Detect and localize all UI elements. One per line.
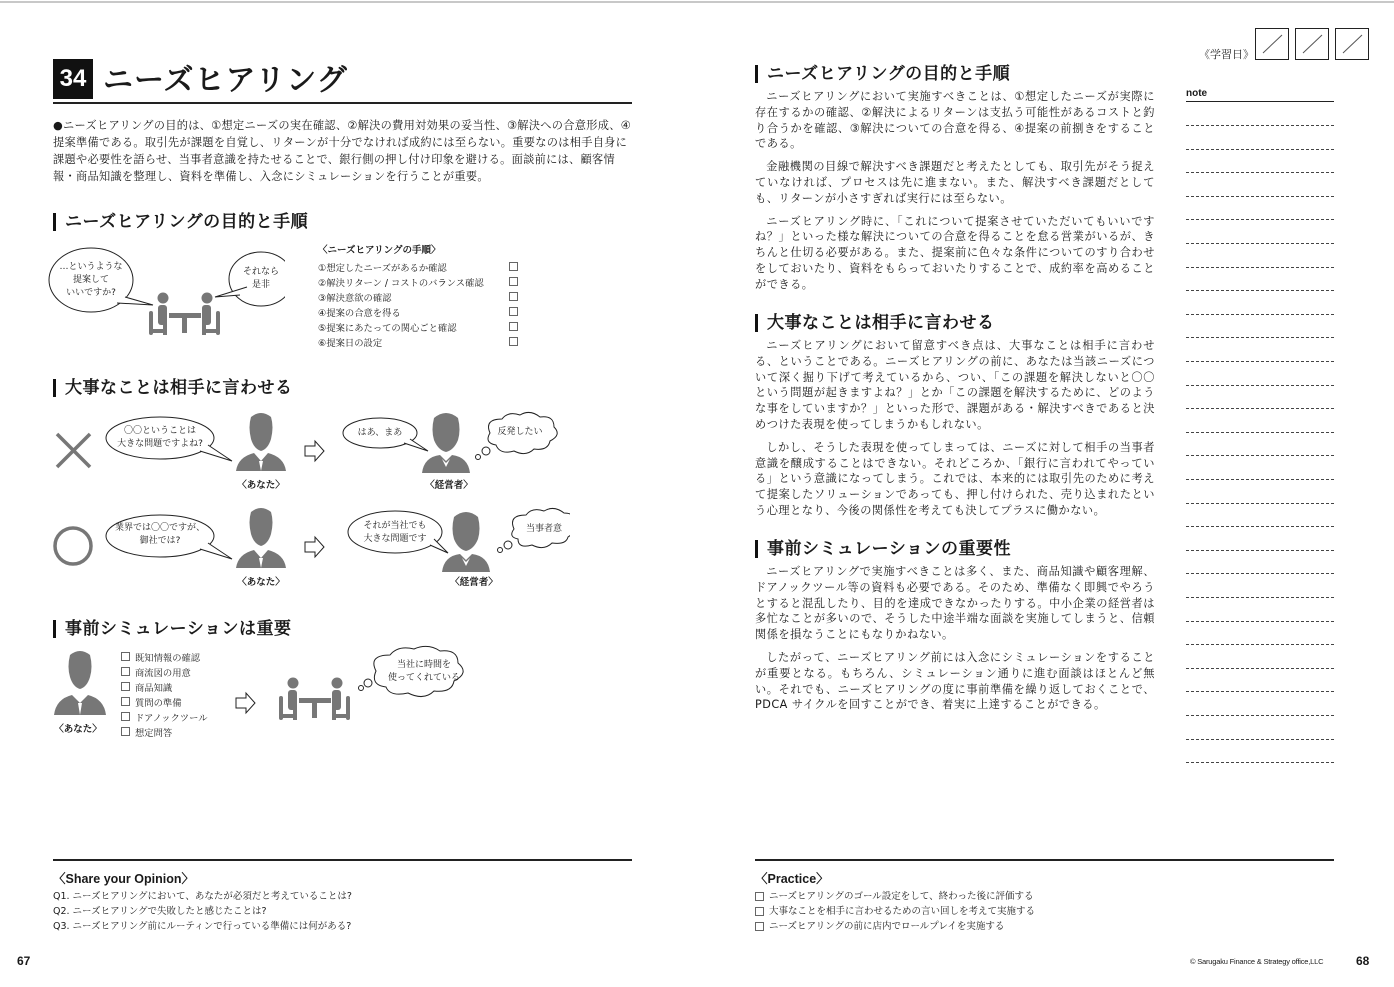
note-line bbox=[1186, 267, 1334, 268]
steps-title: 〈ニーズヒアリングの手順〉 bbox=[318, 245, 441, 256]
question-list bbox=[53, 889, 352, 934]
paragraph: しかし、そうした表現を使ってしまっては、ニーズに対して相手の当事者意識を醸成することはできない。それどころか、「銀行に言われてやっている」という意識になってしまう。これでは、本来的には取引先のために考えて提案したソリューションであっても、押し付けられた、売り込まれたという心理となり、今後の関係性を考えても決してプラスに働かない。 bbox=[755, 440, 1155, 517]
bubble-right-text: それなら 是非 bbox=[242, 267, 279, 290]
circle-mark-icon bbox=[55, 528, 91, 564]
note-line bbox=[1186, 219, 1334, 220]
note-line bbox=[1186, 644, 1334, 645]
label-manager: 〈経営者〉 bbox=[425, 480, 473, 491]
bottom-divider bbox=[755, 859, 1334, 861]
note-line bbox=[1186, 479, 1334, 480]
note-line bbox=[1186, 290, 1334, 291]
top-border bbox=[0, 1, 1394, 3]
bubble-text: 〇〇ということは 大きな問題ですよね? bbox=[117, 426, 203, 449]
section-heading-purpose: ニーズヒアリングの目的と手順 bbox=[755, 65, 1010, 83]
note-line bbox=[1186, 573, 1334, 574]
thought-text: 反発したい bbox=[497, 427, 543, 437]
question-item: Q2. ニーズヒアリングで失敗したと感じたことは? bbox=[53, 906, 267, 917]
bubble-text: 業界では〇〇ですが、 御社では? bbox=[114, 523, 205, 546]
paragraph: ニーズヒアリングにおいて留意すべき点は、大事なことは相手に言わせる、ということである。ニーズヒアリングの前に、あなたは当該ニーズについて深く掘り下げて考えているから、つい、「この課題を解決しないと〇〇という問題が起きますよね？」とか「この課題を解決するために、どのような事をしていますか？」といった形で、課題がある・解決すべきであると決めつけた表現を使ってしまうかもしれない。 bbox=[755, 339, 1155, 431]
practice-title: 〈Practice〉 bbox=[755, 872, 829, 886]
checkbox[interactable] bbox=[121, 697, 130, 706]
checkbox[interactable] bbox=[755, 922, 764, 931]
note-line bbox=[1186, 408, 1334, 409]
date-box[interactable] bbox=[1255, 28, 1289, 60]
checklist-item: 質問の準備 bbox=[121, 694, 208, 709]
note-line bbox=[1186, 597, 1334, 598]
date-box[interactable] bbox=[1335, 28, 1369, 60]
note-line bbox=[1186, 503, 1334, 504]
thought-text: 当事者意 bbox=[525, 524, 562, 534]
checklist-item: 商流図の用意 bbox=[121, 664, 208, 679]
section-heading-let-them-say: 大事なことは相手に言わせる bbox=[53, 379, 293, 397]
steps-list bbox=[318, 259, 518, 349]
paragraph: したがって、ニーズヒアリング前には入念にシミュレーションをすることが重要となる。もちろん、シミュレーション通りに進む面談はほとんど無い。それでも、ニーズヒアリングの度に事前準備を繰り返しておくことで、PDCA サイクルを回すことができ、着実に上達することができる。 bbox=[755, 650, 1155, 712]
checkbox[interactable] bbox=[509, 337, 518, 346]
note-line bbox=[1186, 196, 1334, 197]
note-label: note bbox=[1186, 88, 1208, 99]
checkbox[interactable] bbox=[509, 277, 518, 286]
checkbox[interactable] bbox=[121, 727, 130, 736]
note-line bbox=[1186, 385, 1334, 386]
checkbox[interactable] bbox=[121, 712, 130, 721]
preparation-checklist bbox=[121, 649, 208, 739]
copyright: © Sarugaku Finance & Strategy office,LLC bbox=[1190, 957, 1324, 966]
note-line bbox=[1186, 314, 1334, 315]
paragraph: ニーズヒアリングにおいて実施すべきことは、①想定したニーズが実際に存在するかの確認、②解決によるリターンは支払う可能性があるコストと釣り合うかを確認、③解決についての合意を得る、④提案の前捌きをすることである。 bbox=[755, 90, 1155, 151]
arrow-right-icon bbox=[305, 537, 324, 557]
step-item: ⑥提案日の設定 bbox=[318, 334, 518, 349]
checkbox[interactable] bbox=[755, 907, 764, 916]
step-item: ①想定したニーズがあるか確認 bbox=[318, 259, 518, 274]
practice-item: ニーズヒアリングのゴール設定をして、終わった後に評価する bbox=[755, 889, 1035, 904]
question-item: Q1. ニーズヒアリングにおいて、あなたが必須だと考えていることは? bbox=[53, 891, 352, 902]
page-number-left: 67 bbox=[17, 954, 31, 968]
paragraph: ニーズヒアリング時に、「これについて提案させていただいてもいいですね？」といった様な解決についての合意を得ることを怠る営業がいるが、きちんと仕切る必要がある。また、提案前に色々な条件についてのすり合わせをしておいたり、資料をもらっておいたりすることで、成約率を高めることができる。 bbox=[755, 214, 1155, 291]
arrow-right-icon bbox=[305, 441, 324, 461]
meeting-people-icon bbox=[149, 293, 220, 336]
section-body bbox=[755, 338, 1155, 519]
chapter-number: 34 bbox=[53, 59, 93, 99]
arrow-right-icon bbox=[236, 693, 255, 713]
label-you: 〈あなた〉 bbox=[54, 724, 102, 735]
note-line bbox=[1186, 691, 1334, 692]
note-line bbox=[1186, 762, 1334, 763]
label-you: 〈あなた〉 bbox=[237, 577, 285, 588]
date-box[interactable] bbox=[1295, 28, 1329, 60]
page-title: ニーズヒアリング bbox=[103, 63, 348, 98]
note-line bbox=[1186, 149, 1334, 150]
checklist-item: ドアノックツール bbox=[121, 709, 208, 724]
practice-item: ニーズヒアリングの前に店内でロールプレイを実施する bbox=[755, 919, 1035, 934]
note-line bbox=[1186, 243, 1334, 244]
note-line bbox=[1186, 739, 1334, 740]
note-line bbox=[1186, 455, 1334, 456]
bubble-text: はあ、まあ bbox=[357, 428, 403, 438]
note-line bbox=[1186, 361, 1334, 362]
bubble-text: それが当社でも 大きな問題です bbox=[363, 521, 427, 544]
study-day-label: 《学習日》 bbox=[1199, 48, 1254, 61]
note-line bbox=[1186, 337, 1334, 338]
checkbox[interactable] bbox=[509, 322, 518, 331]
note-line bbox=[1186, 715, 1334, 716]
note-rule bbox=[1186, 101, 1334, 102]
question-item: Q3. ニーズヒアリング前にルーティンで行っている準備には何がある? bbox=[53, 921, 352, 932]
checklist-item: 商品知識 bbox=[121, 679, 208, 694]
note-line bbox=[1186, 526, 1334, 527]
checkbox[interactable] bbox=[509, 262, 518, 271]
note-line bbox=[1186, 668, 1334, 669]
checkbox[interactable] bbox=[509, 307, 518, 316]
summary-text: ●ニーズヒアリングの目的は、①想定ニーズの実在確認、②解決の費用対効果の妥当性、③解決への合意形成、④提案準備である。取引先が課題を自覚し、リターンが十分でなければ成約には至らない。重要なのは相手自身に課題や必要性を語らせ、当事者意識を持たせることで、銀行側の押し付け印象を避ける。面談前には、顧客情報・商品知識を整理し、資料を準備し、入念にシミュレーションを行うことが重要。 bbox=[53, 119, 632, 183]
note-line bbox=[1186, 621, 1334, 622]
checklist-item: 既知情報の確認 bbox=[121, 649, 208, 664]
practice-item: 大事なことを相手に言わせるための言い回しを考えて実施する bbox=[755, 904, 1035, 919]
paragraph: 金融機関の目線で解決すべき課題だと考えたとしても、取引先がそう捉えていなければ、プロセスは先に進まない。また、解決すべき課題だとしても、リターンが小さすぎれば実行には至らない。 bbox=[755, 160, 1155, 205]
label-manager: 〈経営者〉 bbox=[450, 577, 498, 588]
section-heading-simulation: 事前シミュレーションの重要性 bbox=[755, 540, 1011, 558]
section-heading-let-them-say: 大事なことは相手に言わせる bbox=[755, 314, 995, 332]
note-line bbox=[1186, 172, 1334, 173]
practice-list bbox=[755, 889, 1035, 934]
section-body bbox=[755, 89, 1155, 293]
paragraph: ニーズヒアリングで実施すべきことは多く、また、商品知識や顧客理解、ドアノックツール等の資料も必要である。そのため、準備なく即興でやろうとすると混乱したり、目的を達成できなかったりする。中小企業の経営者は多忙なことが多いので、そうした中途半端な面談を実施してしまうと、信頼関係を損なうことにもなりかねない。 bbox=[755, 565, 1155, 642]
step-item: ③解決意欲の確認 bbox=[318, 289, 518, 304]
cross-mark-icon bbox=[57, 434, 90, 467]
note-line bbox=[1186, 550, 1334, 551]
page-number-right: 68 bbox=[1356, 954, 1370, 968]
note-line bbox=[1186, 125, 1334, 126]
section-heading-purpose: ニーズヒアリングの目的と手順 bbox=[53, 213, 308, 231]
checklist-item: 想定問答 bbox=[121, 724, 208, 739]
share-opinion-title: 〈Share your Opinion〉 bbox=[53, 872, 194, 886]
checkbox[interactable] bbox=[121, 667, 130, 676]
label-you: 〈あなた〉 bbox=[237, 480, 285, 491]
note-line bbox=[1186, 432, 1334, 433]
meeting-people-icon bbox=[279, 678, 350, 721]
section-heading-simulation: 事前シミュレーションは重要 bbox=[53, 620, 291, 638]
checkbox[interactable] bbox=[121, 652, 130, 661]
step-item: ⑤提案にあたっての関心ごと確認 bbox=[318, 319, 518, 334]
checkbox[interactable] bbox=[755, 892, 764, 901]
thought-text: 当社に時間を 使ってくれている bbox=[387, 660, 460, 683]
bottom-divider bbox=[53, 859, 632, 861]
checkbox[interactable] bbox=[509, 292, 518, 301]
checkbox[interactable] bbox=[121, 682, 130, 691]
bubble-left-text: …というような 提案して いいですか? bbox=[59, 262, 123, 298]
step-item: ②解決リターン / コストのバランス確認 bbox=[318, 274, 518, 289]
step-item: ④提案の合意を得る bbox=[318, 304, 518, 319]
section-body bbox=[755, 564, 1155, 713]
title-divider bbox=[53, 102, 632, 104]
